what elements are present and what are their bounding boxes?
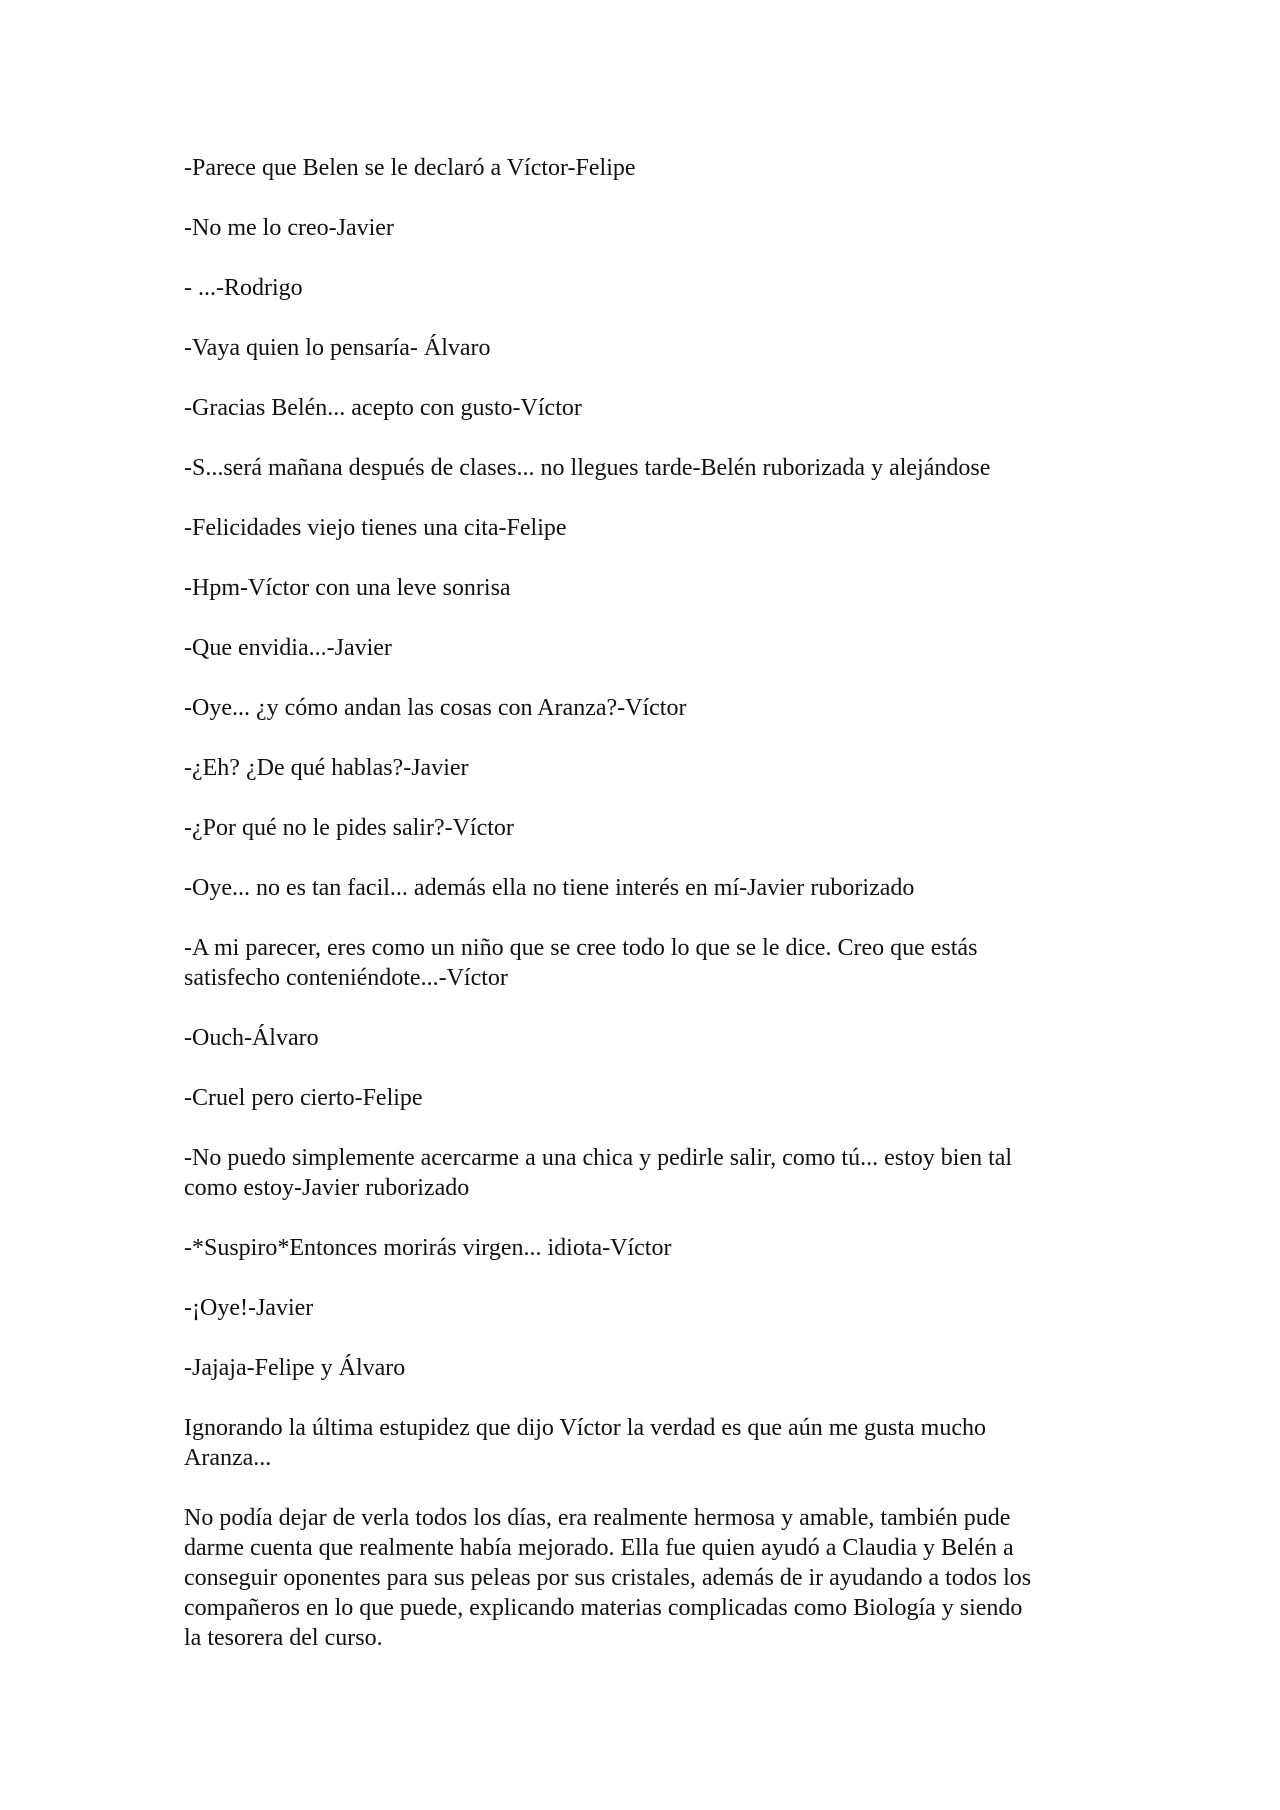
paragraph: [184, 693, 1144, 723]
paragraph: [184, 153, 1144, 183]
paragraph: [184, 1083, 1144, 1113]
text-line: -¿Eh? ¿De qué hablas?-Javier: [184, 755, 469, 781]
text-line: Ignorando la última estupidez que dijo Víctor la verdad es que aún me gusta mucho: [184, 1415, 986, 1441]
text-line: -Parece que Belen se le declaró a Víctor-Felipe: [184, 155, 636, 181]
text-line: -Que envidia...-Javier: [184, 635, 392, 661]
paragraph: [184, 633, 1144, 663]
text-line: -Felicidades viejo tienes una cita-Felipe: [184, 515, 567, 541]
text-line: -No me lo creo-Javier: [184, 215, 394, 241]
paragraph: [184, 813, 1144, 843]
text-line: -Gracias Belén... acepto con gusto-Víctor: [184, 395, 582, 421]
paragraph: [184, 873, 1144, 903]
text-line: -No puedo simplemente acercarme a una chica y pedirle salir, como tú... estoy bien tal: [184, 1145, 1013, 1171]
text-line: -S...será mañana después de clases... no llegues tarde-Belén ruborizada y alejándose: [184, 455, 991, 481]
text-line: conseguir oponentes para sus peleas por sus cristales, además de ir ayudando a todos los: [184, 1565, 1032, 1591]
paragraph: [184, 513, 1144, 543]
text-line: - ...-Rodrigo: [184, 275, 303, 301]
text-line: -*Suspiro*Entonces morirás virgen... idiota-Víctor: [184, 1235, 672, 1261]
paragraph: [184, 213, 1144, 243]
paragraph: [184, 1293, 1144, 1323]
text-line: -A mi parecer, eres como un niño que se cree todo lo que se le dice. Creo que estás: [184, 935, 978, 961]
text-line: -¡Oye!-Javier: [184, 1295, 314, 1321]
text-line: -Cruel pero cierto-Felipe: [184, 1085, 423, 1111]
text-line: -Oye... no es tan facil... además ella no tiene interés en mí-Javier ruborizado: [184, 875, 915, 901]
text-line: -Ouch-Álvaro: [184, 1025, 319, 1051]
paragraph: [184, 1023, 1144, 1053]
text-line: No podía dejar de verla todos los días, era realmente hermosa y amable, también pude: [184, 1505, 1011, 1531]
text-line: Aranza...: [184, 1445, 272, 1471]
text-line: -Vaya quien lo pensaría- Álvaro: [184, 335, 491, 361]
document-page: [184, 153, 1144, 1683]
text-line: -¿Por qué no le pides salir?-Víctor: [184, 815, 514, 841]
paragraph: [184, 1353, 1144, 1383]
text-line: como estoy-Javier ruborizado: [184, 1175, 470, 1201]
text-line: -Oye... ¿y cómo andan las cosas con Aranza?-Víctor: [184, 695, 687, 721]
text-line: satisfecho conteniéndote...-Víctor: [184, 965, 508, 991]
text-line: darme cuenta que realmente había mejorado. Ella fue quien ayudó a Claudia y Belén a: [184, 1535, 1014, 1561]
paragraph: [184, 573, 1144, 603]
paragraph: [184, 273, 1144, 303]
paragraph: [184, 1233, 1144, 1263]
paragraph: [184, 1503, 1144, 1653]
paragraph: [184, 453, 1144, 483]
text-line: compañeros en lo que puede, explicando materias complicadas como Biología y siendo: [184, 1595, 1023, 1621]
text-line: la tesorera del curso.: [184, 1625, 383, 1651]
paragraph: [184, 1413, 1144, 1473]
paragraph: [184, 1143, 1144, 1203]
paragraph: [184, 933, 1144, 993]
text-line: -Hpm-Víctor con una leve sonrisa: [184, 575, 511, 601]
text-line: -Jajaja-Felipe y Álvaro: [184, 1355, 406, 1381]
paragraph: [184, 333, 1144, 363]
paragraph: [184, 393, 1144, 423]
paragraph: [184, 753, 1144, 783]
